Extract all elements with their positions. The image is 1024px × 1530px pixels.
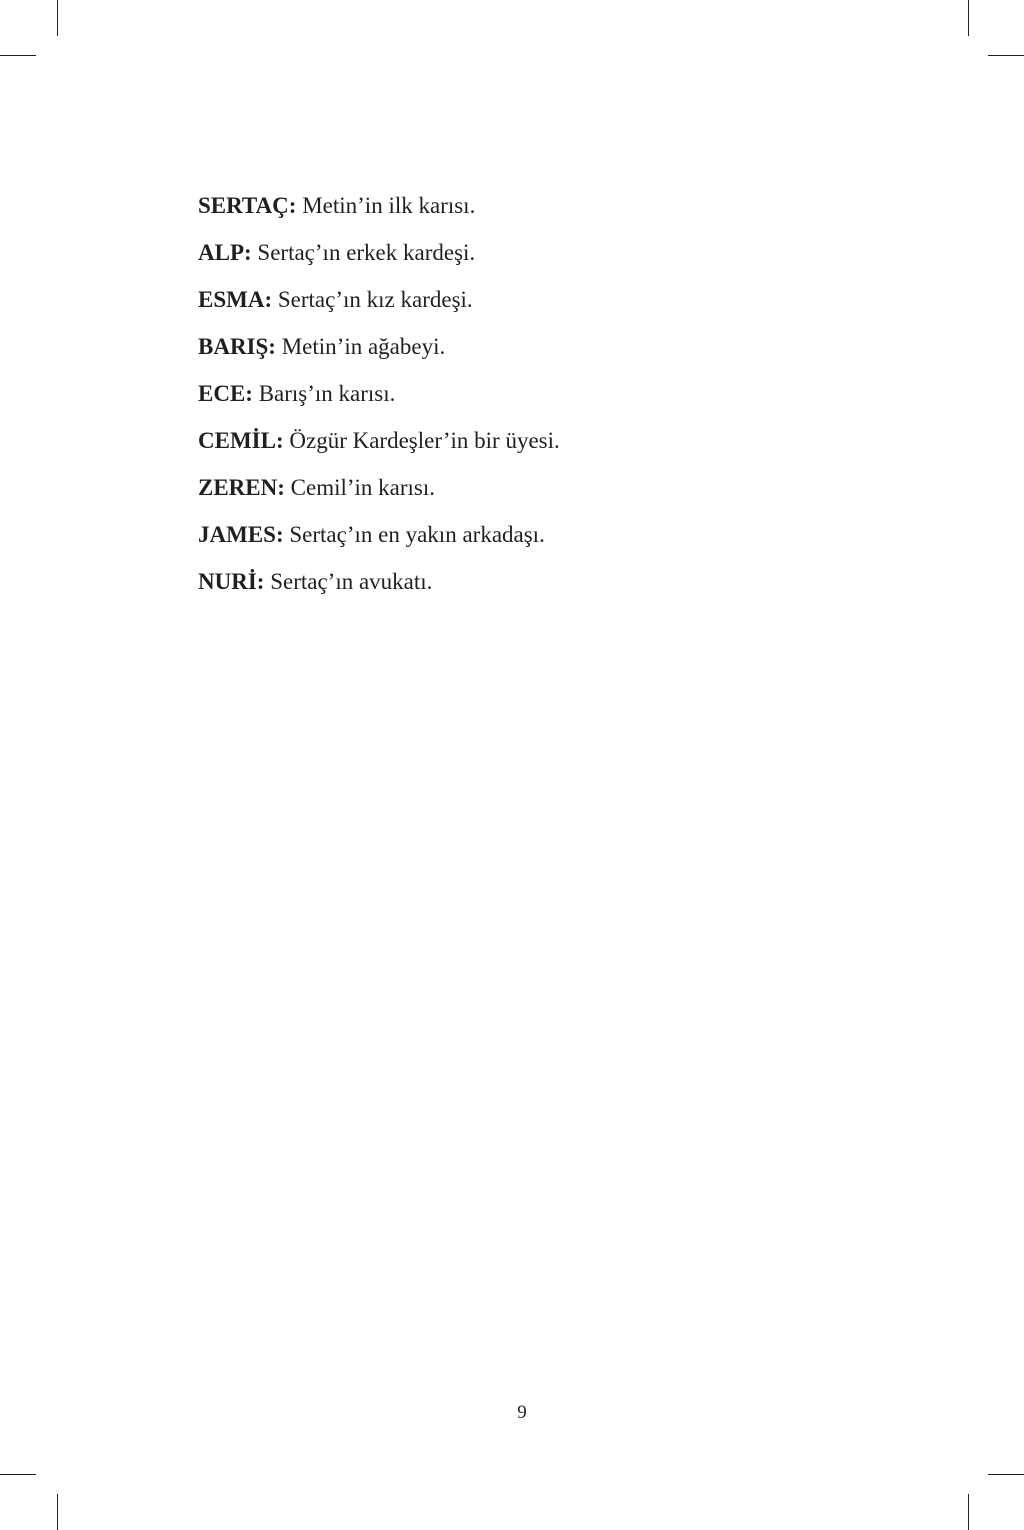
cast-entry bbox=[198, 229, 560, 276]
cast-description: Sertaç’ın avukatı. bbox=[270, 569, 433, 594]
crop-mark-bottom-right-vertical bbox=[968, 1494, 969, 1530]
cast-name: ECE: bbox=[198, 381, 253, 406]
cast-name: NURİ: bbox=[198, 569, 265, 594]
cast-name: ALP: bbox=[198, 240, 252, 265]
cast-entry bbox=[198, 370, 560, 417]
cast-description: Sertaç’ın kız kardeşi. bbox=[277, 287, 473, 312]
cast-entry bbox=[198, 323, 560, 370]
cast-description: Metin’in ilk karısı. bbox=[302, 193, 476, 218]
cast-description: Özgür Kardeşler’in bir üyesi. bbox=[289, 428, 560, 453]
crop-mark-top-left-horizontal bbox=[0, 55, 36, 56]
cast-description: Barış’ın karısı. bbox=[258, 381, 396, 406]
crop-mark-top-right-vertical bbox=[968, 0, 969, 36]
cast-name: SERTAÇ: bbox=[198, 193, 297, 218]
cast-name: ESMA: bbox=[198, 287, 273, 312]
cast-name: BARIŞ: bbox=[198, 334, 276, 359]
cast-list bbox=[198, 182, 560, 605]
cast-description: Sertaç’ın en yakın arkadaşı. bbox=[289, 522, 545, 547]
cast-description: Sertaç’ın erkek kardeşi. bbox=[257, 240, 476, 265]
cast-entry bbox=[198, 182, 560, 229]
cast-entry bbox=[198, 276, 560, 323]
cast-name: ZEREN: bbox=[198, 475, 285, 500]
crop-mark-bottom-left-horizontal bbox=[0, 1474, 36, 1475]
cast-name: JAMES: bbox=[198, 522, 284, 547]
cast-name: CEMİL: bbox=[198, 428, 284, 453]
cast-entry bbox=[198, 511, 560, 558]
cast-description: Cemil’in karısı. bbox=[290, 475, 436, 500]
page-number: 9 bbox=[517, 1402, 527, 1423]
cast-entry bbox=[198, 558, 560, 605]
cast-entry bbox=[198, 464, 560, 511]
cast-description: Metin’in ağabeyi. bbox=[281, 334, 446, 359]
crop-mark-bottom-right-horizontal bbox=[988, 1474, 1024, 1475]
crop-mark-top-left-vertical bbox=[57, 0, 58, 36]
crop-mark-top-right-horizontal bbox=[988, 55, 1024, 56]
cast-entry bbox=[198, 417, 560, 464]
crop-mark-bottom-left-vertical bbox=[57, 1494, 58, 1530]
